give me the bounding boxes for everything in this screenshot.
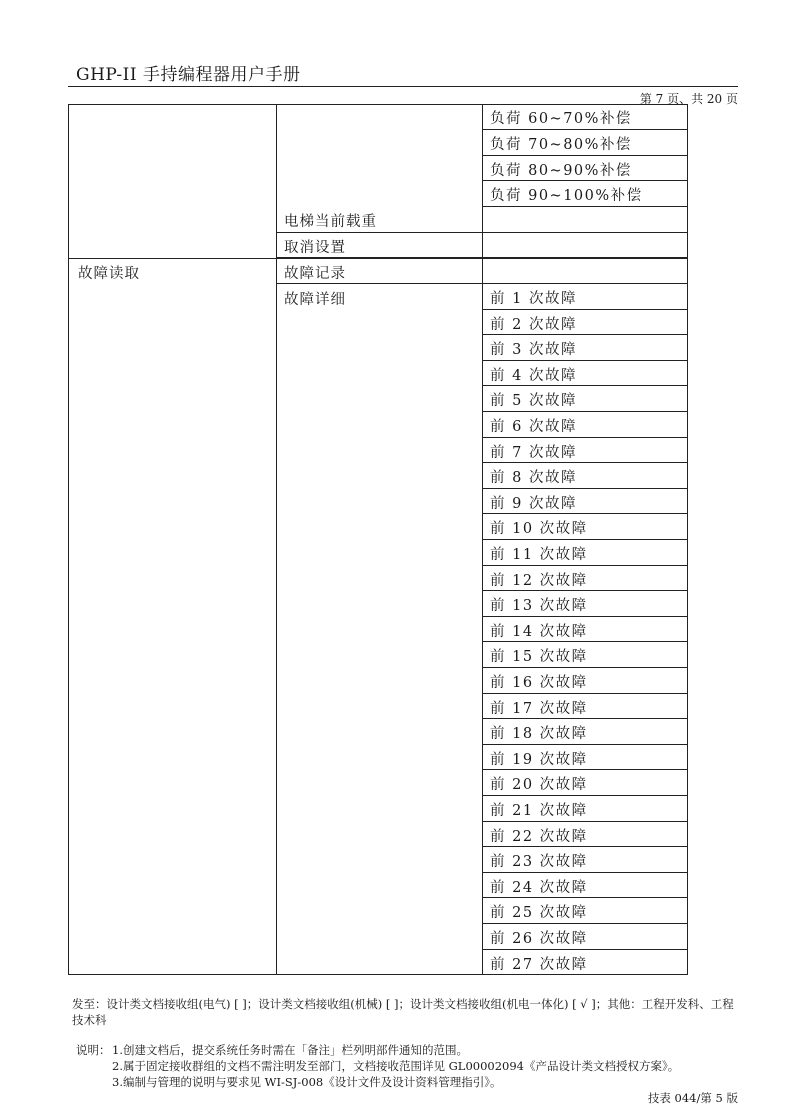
list-item-label: 前 25 次故障 bbox=[490, 905, 588, 922]
fault-read-label: 故障读取 bbox=[78, 266, 140, 282]
list-item-label: 前 23 次故障 bbox=[490, 854, 588, 871]
list-item-label: 前 19 次故障 bbox=[490, 751, 588, 768]
list-item bbox=[482, 463, 688, 489]
cancel-settings-item: 取消设置 bbox=[284, 240, 346, 256]
list-item-label: 前 18 次故障 bbox=[490, 726, 588, 743]
list-item bbox=[482, 822, 688, 848]
list-item-label: 前 13 次故障 bbox=[490, 598, 588, 615]
notes-label: 说明： bbox=[76, 1043, 111, 1057]
list-item bbox=[482, 591, 688, 617]
list-item-label: 前 14 次故障 bbox=[490, 623, 588, 640]
list-item bbox=[482, 950, 688, 976]
list-item-label: 前 20 次故障 bbox=[490, 777, 588, 794]
list-item bbox=[482, 438, 688, 464]
note-item: 1.创建文档后，提交系统任务时需在「备注」栏列明部件通知的范围。 bbox=[112, 1043, 468, 1057]
list-item bbox=[482, 566, 688, 592]
list-item-label: 前 6 次故障 bbox=[490, 419, 577, 435]
header-rule bbox=[68, 86, 738, 87]
note-item: 2.属于固定接收群组的文档不需注明发至部门，文档接收范围详见 GL00002094《产品设计类文档授权方案》。 bbox=[112, 1059, 680, 1073]
list-item bbox=[482, 898, 688, 924]
list-item bbox=[482, 719, 688, 745]
list-item bbox=[482, 745, 688, 771]
list-item-label: 前 24 次故障 bbox=[490, 879, 588, 896]
fault-detail-item: 故障详细 bbox=[284, 292, 346, 308]
fault-record-item: 故障记录 bbox=[284, 266, 346, 282]
note-item: 3.编制与管理的说明与要求见 WI-SJ-008《设计文件及设计资料管理指引》。 bbox=[112, 1075, 502, 1089]
current-load-item: 电梯当前载重 bbox=[284, 214, 377, 230]
list-item bbox=[482, 847, 688, 873]
list-item bbox=[482, 310, 688, 336]
document-title: GHP-II 手持编程器用户手册 bbox=[76, 65, 301, 85]
list-item bbox=[482, 668, 688, 694]
list-item-label: 负荷 60~70%补偿 bbox=[490, 111, 632, 127]
list-item bbox=[482, 361, 688, 387]
list-item bbox=[482, 335, 688, 361]
list-item-label: 前 9 次故障 bbox=[490, 495, 577, 512]
list-item-label: 前 12 次故障 bbox=[490, 572, 588, 589]
list-item-label: 前 3 次故障 bbox=[490, 342, 577, 359]
list-item-label: 负荷 80~90%补偿 bbox=[490, 162, 632, 179]
list-item bbox=[482, 694, 688, 720]
distribution-text: 发至：设计类文档接收组(电气) [ ]；设计类文档接收组(机械) [ ]；设计类文档接收组(机电一体化) [ √ ]；其他：工程开发科、工程技术科 bbox=[72, 997, 734, 1027]
list-item-label: 前 1 次故障 bbox=[490, 291, 577, 307]
list-item-label: 负荷 90~100%补偿 bbox=[490, 188, 643, 205]
form-number: 技表 044/第 5 版 bbox=[647, 1091, 738, 1105]
list-item-label: 前 15 次故障 bbox=[490, 649, 588, 666]
list-item bbox=[482, 181, 688, 207]
list-item-label: 前 22 次故障 bbox=[490, 828, 588, 845]
list-item bbox=[482, 104, 688, 130]
list-item bbox=[482, 924, 688, 950]
list-item bbox=[482, 284, 688, 310]
list-item-label: 前 17 次故障 bbox=[490, 700, 588, 717]
list-item bbox=[482, 873, 688, 899]
list-item bbox=[482, 796, 688, 822]
list-item-label: 前 2 次故障 bbox=[490, 316, 577, 333]
list-item bbox=[482, 412, 688, 438]
list-item-label: 前 26 次故障 bbox=[490, 931, 588, 947]
list-item bbox=[482, 489, 688, 515]
list-item-label: 前 11 次故障 bbox=[490, 547, 588, 563]
list-item-label: 前 5 次故障 bbox=[490, 393, 577, 410]
list-item-label: 前 21 次故障 bbox=[490, 803, 588, 819]
list-item bbox=[482, 642, 688, 668]
list-item bbox=[482, 386, 688, 412]
list-item-label: 前 27 次故障 bbox=[490, 956, 588, 973]
list-item-label: 前 4 次故障 bbox=[490, 367, 577, 384]
list-item bbox=[482, 770, 688, 796]
page-number: 第 7 页、共 20 页 bbox=[639, 92, 738, 106]
list-item bbox=[482, 514, 688, 540]
list-item bbox=[482, 156, 688, 182]
list-item-label: 负荷 70~80%补偿 bbox=[490, 136, 632, 153]
list-item bbox=[482, 617, 688, 643]
list-item-label: 前 7 次故障 bbox=[490, 444, 577, 461]
list-item bbox=[482, 540, 688, 566]
list-item-label: 前 16 次故障 bbox=[490, 675, 588, 691]
notes-list bbox=[112, 1042, 679, 1090]
list-item bbox=[482, 130, 688, 156]
list-item-label: 前 10 次故障 bbox=[490, 521, 588, 538]
list-item-label: 前 8 次故障 bbox=[490, 470, 577, 487]
